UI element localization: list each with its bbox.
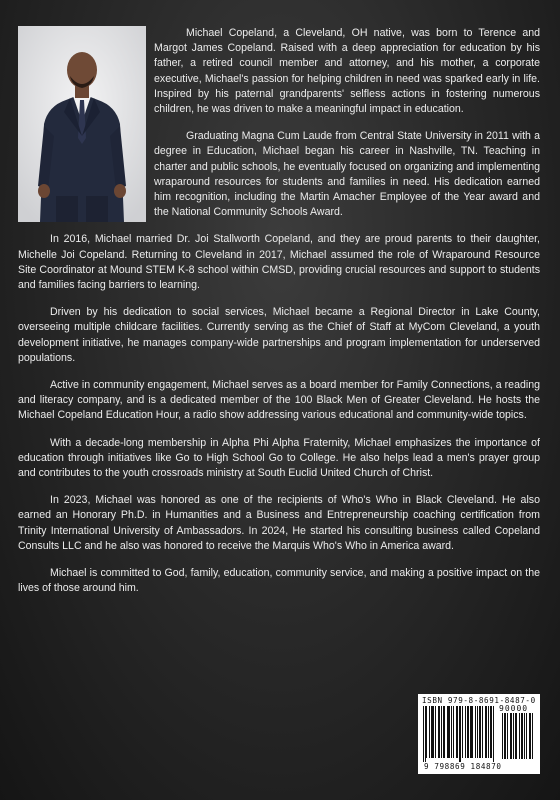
price-barcode-bars (502, 713, 534, 759)
author-bio (18, 26, 540, 609)
bio-paragraph: Michael is committed to God, family, education, community service, and making a positive impact on the lives of those around him. (18, 567, 540, 595)
isbn-barcode (418, 694, 540, 774)
bio-paragraph: Graduating Magna Cum Laude from Central State University in 2011 with a degree in Education, Michael began his career in Nashville, TN. Teaching in charter and public schools, he eventually focused on organizing and implementing wraparound resources for students and families in need. His dedication earned him recognition, including the Martin Amacher Employee of the Year award and the National Community Schools Award. (154, 130, 540, 219)
photo-spacer (18, 26, 154, 226)
bio-paragraph: Active in community engagement, Michael serves as a board member for Family Connections, a reading and literacy company, and is a dedicated member of the 100 Black Men of Greater Cleveland. He hosts the Michael Copeland Education Hour, a radio show addressing various educational and community-wide topics. (18, 379, 540, 422)
bio-paragraph: In 2023, Michael was honored as one of the recipients of Who's Who in Black Cleveland. He also earned an Honorary Ph.D. in Humanities and a Business and Entrepreneurship coaching certification from Trinity International University of Ambassadors. In 2024, He started his consulting business called Copeland Consults LLC and he also was honored to receive the Marquis Who's Who in America award. (18, 494, 540, 552)
ean-number: 9 798869 184870 (424, 762, 502, 771)
bio-paragraph: Michael Copeland, a Cleveland, OH native, was born to Terence and Margot James Copeland. Raised with a deep appreciation for education by his father, a retired council member and attorney, and his mother, a corporate executive, Michael's passion for helping children in need was sparked early in life. Inspired by his paternal grandparents' selfless actions in fostering numerous children, he was driven to make a meaningful impact in education. (154, 27, 540, 116)
ean-barcode-bars (423, 706, 495, 762)
bio-paragraph: In 2016, Michael married Dr. Joi Stallworth Copeland, and they are proud parents to their daughter, Michelle Joi Copeland. Returning to Cleveland in 2017, Michael assumed the role of Wraparound Resource Site Coordinator at Mound STEM K-8 school within CMSD, providing crucial resources and support to students and families facing barriers to learning. (18, 233, 540, 292)
bio-paragraph: With a decade-long membership in Alpha Phi Alpha Fraternity, Michael emphasizes the importance of education through initiatives like Go to High School Go to College. He also helps lead a men's prayer group and contributes to the youth crossroads ministry at South Euclid United Church of Christ. (18, 436, 540, 480)
price-code: 90000 (499, 704, 529, 713)
isbn-number: ISBN 979-8-8691-8487-0 (422, 696, 536, 705)
bio-paragraph: Driven by his dedication to social services, Michael became a Regional Director in Lake County, overseeing multiple childcare facilities. Currently serving as the Chief of Staff at MyCom Cleveland, a youth development initiative, he manages company-wide partnerships and program implementation for underserved populations. (18, 306, 540, 364)
